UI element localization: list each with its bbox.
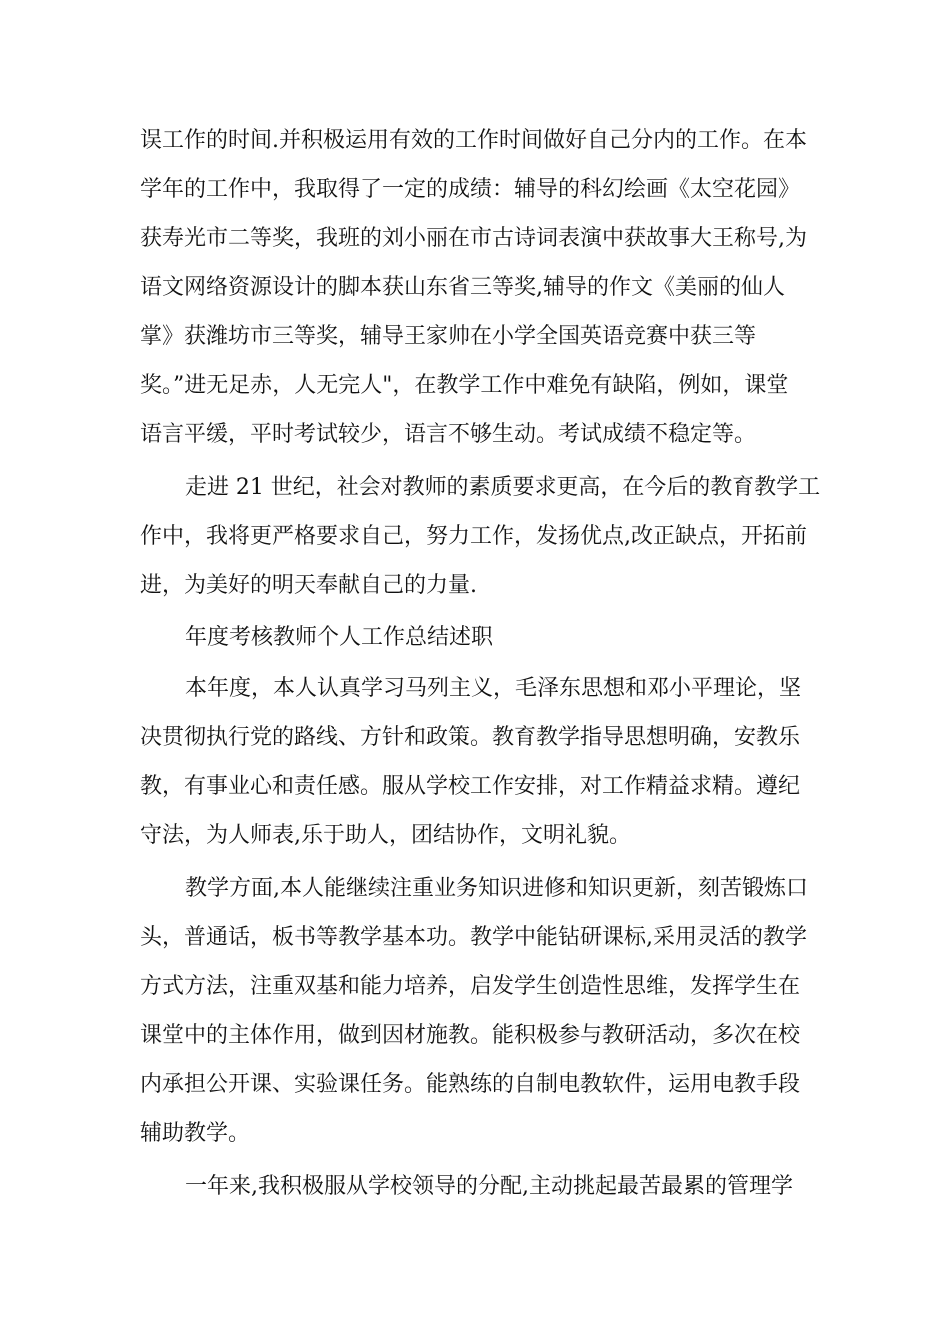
- text-line: 奖。”进无足赤，人无完人"，在教学工作中难免有缺陷，例如，课堂: [140, 373, 789, 398]
- text-line: 教，有事业心和责任感。服从学校工作安排，对工作精益求精。遵纪: [140, 774, 801, 799]
- text-line: 内承担公开课、实验课任务。能熟练的自制电教软件，运用电教手段: [140, 1072, 801, 1097]
- paragraph-first-line: 教学方面,本人能继续注重业务知识进修和知识更新，刻苦锻炼口: [185, 876, 808, 901]
- text-line: 守法，为人师表,乐于助人，团结协作，文明礼貌。: [140, 823, 631, 848]
- text-line: 获寿光市二等奖，我班的刘小丽在市古诗词表演中获故事大王称号,为: [140, 226, 807, 251]
- text-line: 学年的工作中，我取得了一定的成绩：辅导的科幻绘画《太空花园》: [140, 177, 801, 202]
- text-line: 作中，我将更严格要求自己，努力工作，发扬优点,改正缺点，开拓前: [140, 524, 807, 549]
- paragraph-first-line: 走进 21 世纪，社会对教师的素质要求更高，在今后的教育教学工: [185, 475, 821, 500]
- text-line: 辅助教学。: [140, 1121, 251, 1146]
- text-line: 误工作的时间.并积极运用有效的工作时间做好自己分内的工作。在本: [140, 128, 807, 153]
- paragraph-first-line: 一年来,我积极服从学校领导的分配,主动挑起最苦最累的管理学: [185, 1174, 793, 1199]
- text-line: 决贯彻执行党的路线、方针和政策。教育教学指导思想明确，安教乐: [140, 725, 801, 750]
- text-line: 进，为美好的明天奉献自己的力量.: [140, 573, 477, 598]
- text-line: 语文网络资源设计的脚本获山东省三等奖,辅导的作文《美丽的仙人: [140, 275, 785, 300]
- text-line: 掌》获潍坊市三等奖，辅导王家帅在小学全国英语竞赛中获三等: [140, 324, 757, 349]
- text-line: 头，普通话，板书等教学基本功。教学中能钻研课标,采用灵活的教学: [140, 925, 807, 950]
- paragraph-first-line: 本年度，本人认真学习马列主义，毛泽东思想和邓小平理论，坚: [185, 676, 802, 701]
- text-line: 方式方法，注重双基和能力培养，启发学生创造性思维，发挥学生在: [140, 974, 801, 999]
- section-heading: 年度考核教师个人工作总结述职: [185, 625, 494, 650]
- text-line: 课堂中的主体作用，做到因材施教。能积极参与教研活动，多次在校: [140, 1023, 801, 1048]
- text-line: 语言平缓，平时考试较少，语言不够生动。考试成绩不稳定等。: [140, 422, 757, 447]
